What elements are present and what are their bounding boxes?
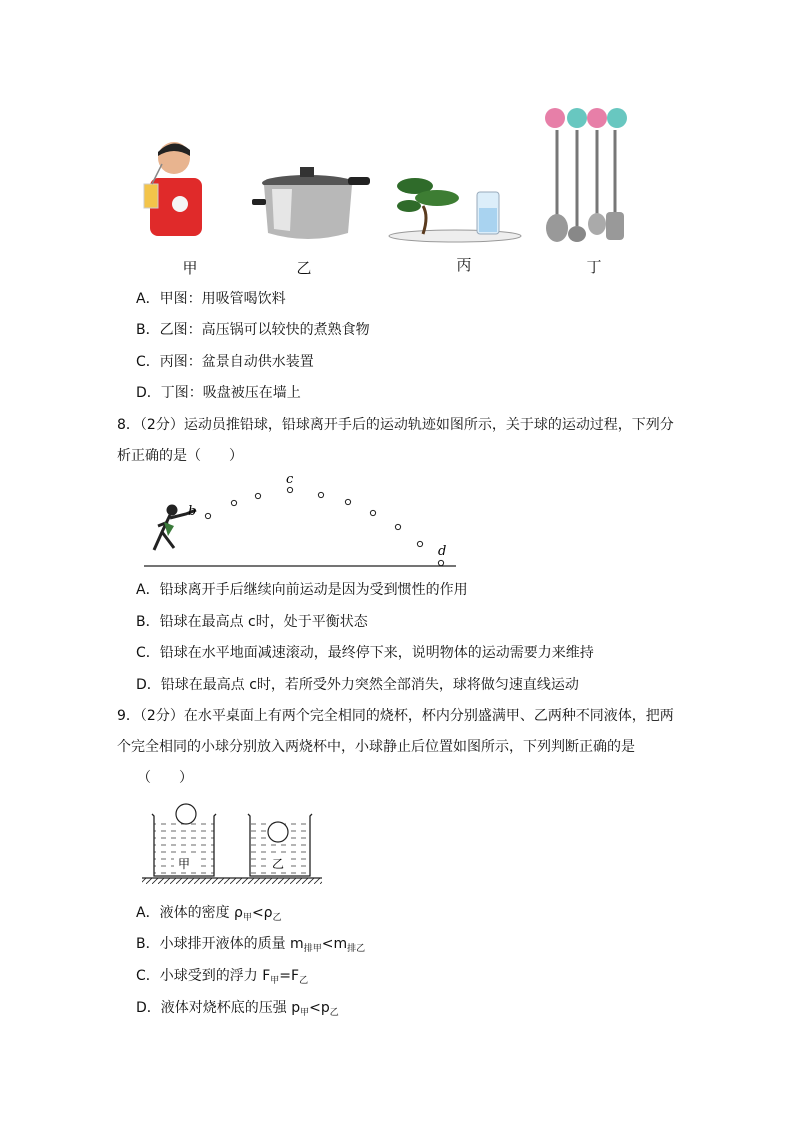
ball-yi (268, 822, 288, 842)
q9-stem-line3: （ ） (137, 770, 193, 786)
q8-stem-line2: 析正确的是（ ） (117, 448, 243, 464)
q7-option-d: D．丁图：吸盘被压在墙上 (136, 385, 301, 401)
beaker-label-yi: 乙 (272, 857, 285, 871)
q7-option-c: C．丙图：盆景自动供水装置 (136, 354, 314, 370)
q8-option-c: C．铅球在水平地面减速滚动，最终停下来，说明物体的运动需要力来维持 (136, 645, 594, 661)
q9-option-c: C．小球受到的浮力 $F_甲=F_乙$ (136, 968, 309, 986)
point-label-d: d (438, 544, 447, 559)
q9-option-d: D．液体对烧杯底的压强 $p_甲<p_乙$ (136, 1000, 339, 1018)
suction-hooks-image (543, 106, 635, 248)
bonsai-water-supply-image (389, 176, 523, 246)
q8-option-a: A．铅球离开手后继续向前运动是因为受到惯性的作用 (136, 582, 468, 598)
boy-drinking-image (138, 136, 214, 240)
table-surface (142, 878, 322, 884)
caption-yi: 乙 (296, 259, 312, 277)
q7-option-a: A．甲图：用吸管喝饮料 (136, 291, 286, 307)
caption-ding: 丁 (586, 258, 602, 276)
q9-stem-line2: 个完全相同的小球分别放入两烧杯中，小球静止后位置如图所示，下列判断正确的是 (117, 739, 635, 755)
beaker-label-jia: 甲 (178, 857, 191, 871)
beakers-diagram (140, 800, 324, 886)
q7-option-b: B．乙图：高压锅可以较快的煮熟食物 (136, 322, 370, 338)
ball-jia (176, 804, 196, 824)
trajectory-points (205, 487, 443, 565)
q8-option-b: B．铅球在最高点 c时，处于平衡状态 (136, 614, 368, 630)
caption-jia: 甲 (182, 259, 198, 277)
q8-option-d: D．铅球在最高点 c时，若所受外力突然全部消失，球将做匀速直线运动 (136, 677, 579, 693)
q9-option-a: A．液体的密度 $\rho_甲<\rho_乙$ (136, 905, 282, 923)
point-label-b: b (188, 504, 197, 519)
caption-bing: 丙 (456, 256, 472, 274)
pressure-cooker-image (252, 165, 372, 247)
q9-option-b: B．小球排开液体的质量 $m_{排甲}<m_{排乙}$ (136, 936, 366, 954)
q8-stem-line1: 8．（2分）运动员推铅球，铅球离开手后的运动轨迹如图所示，关于球的运动过程，下列分 (117, 417, 674, 433)
point-label-c: c (286, 472, 294, 487)
q9-stem-line1: 9．（2分）在水平桌面上有两个完全相同的烧杯，杯内分别盛满甲、乙两种不同液体，把两 (117, 708, 674, 724)
shot-put-trajectory-diagram (140, 470, 460, 570)
